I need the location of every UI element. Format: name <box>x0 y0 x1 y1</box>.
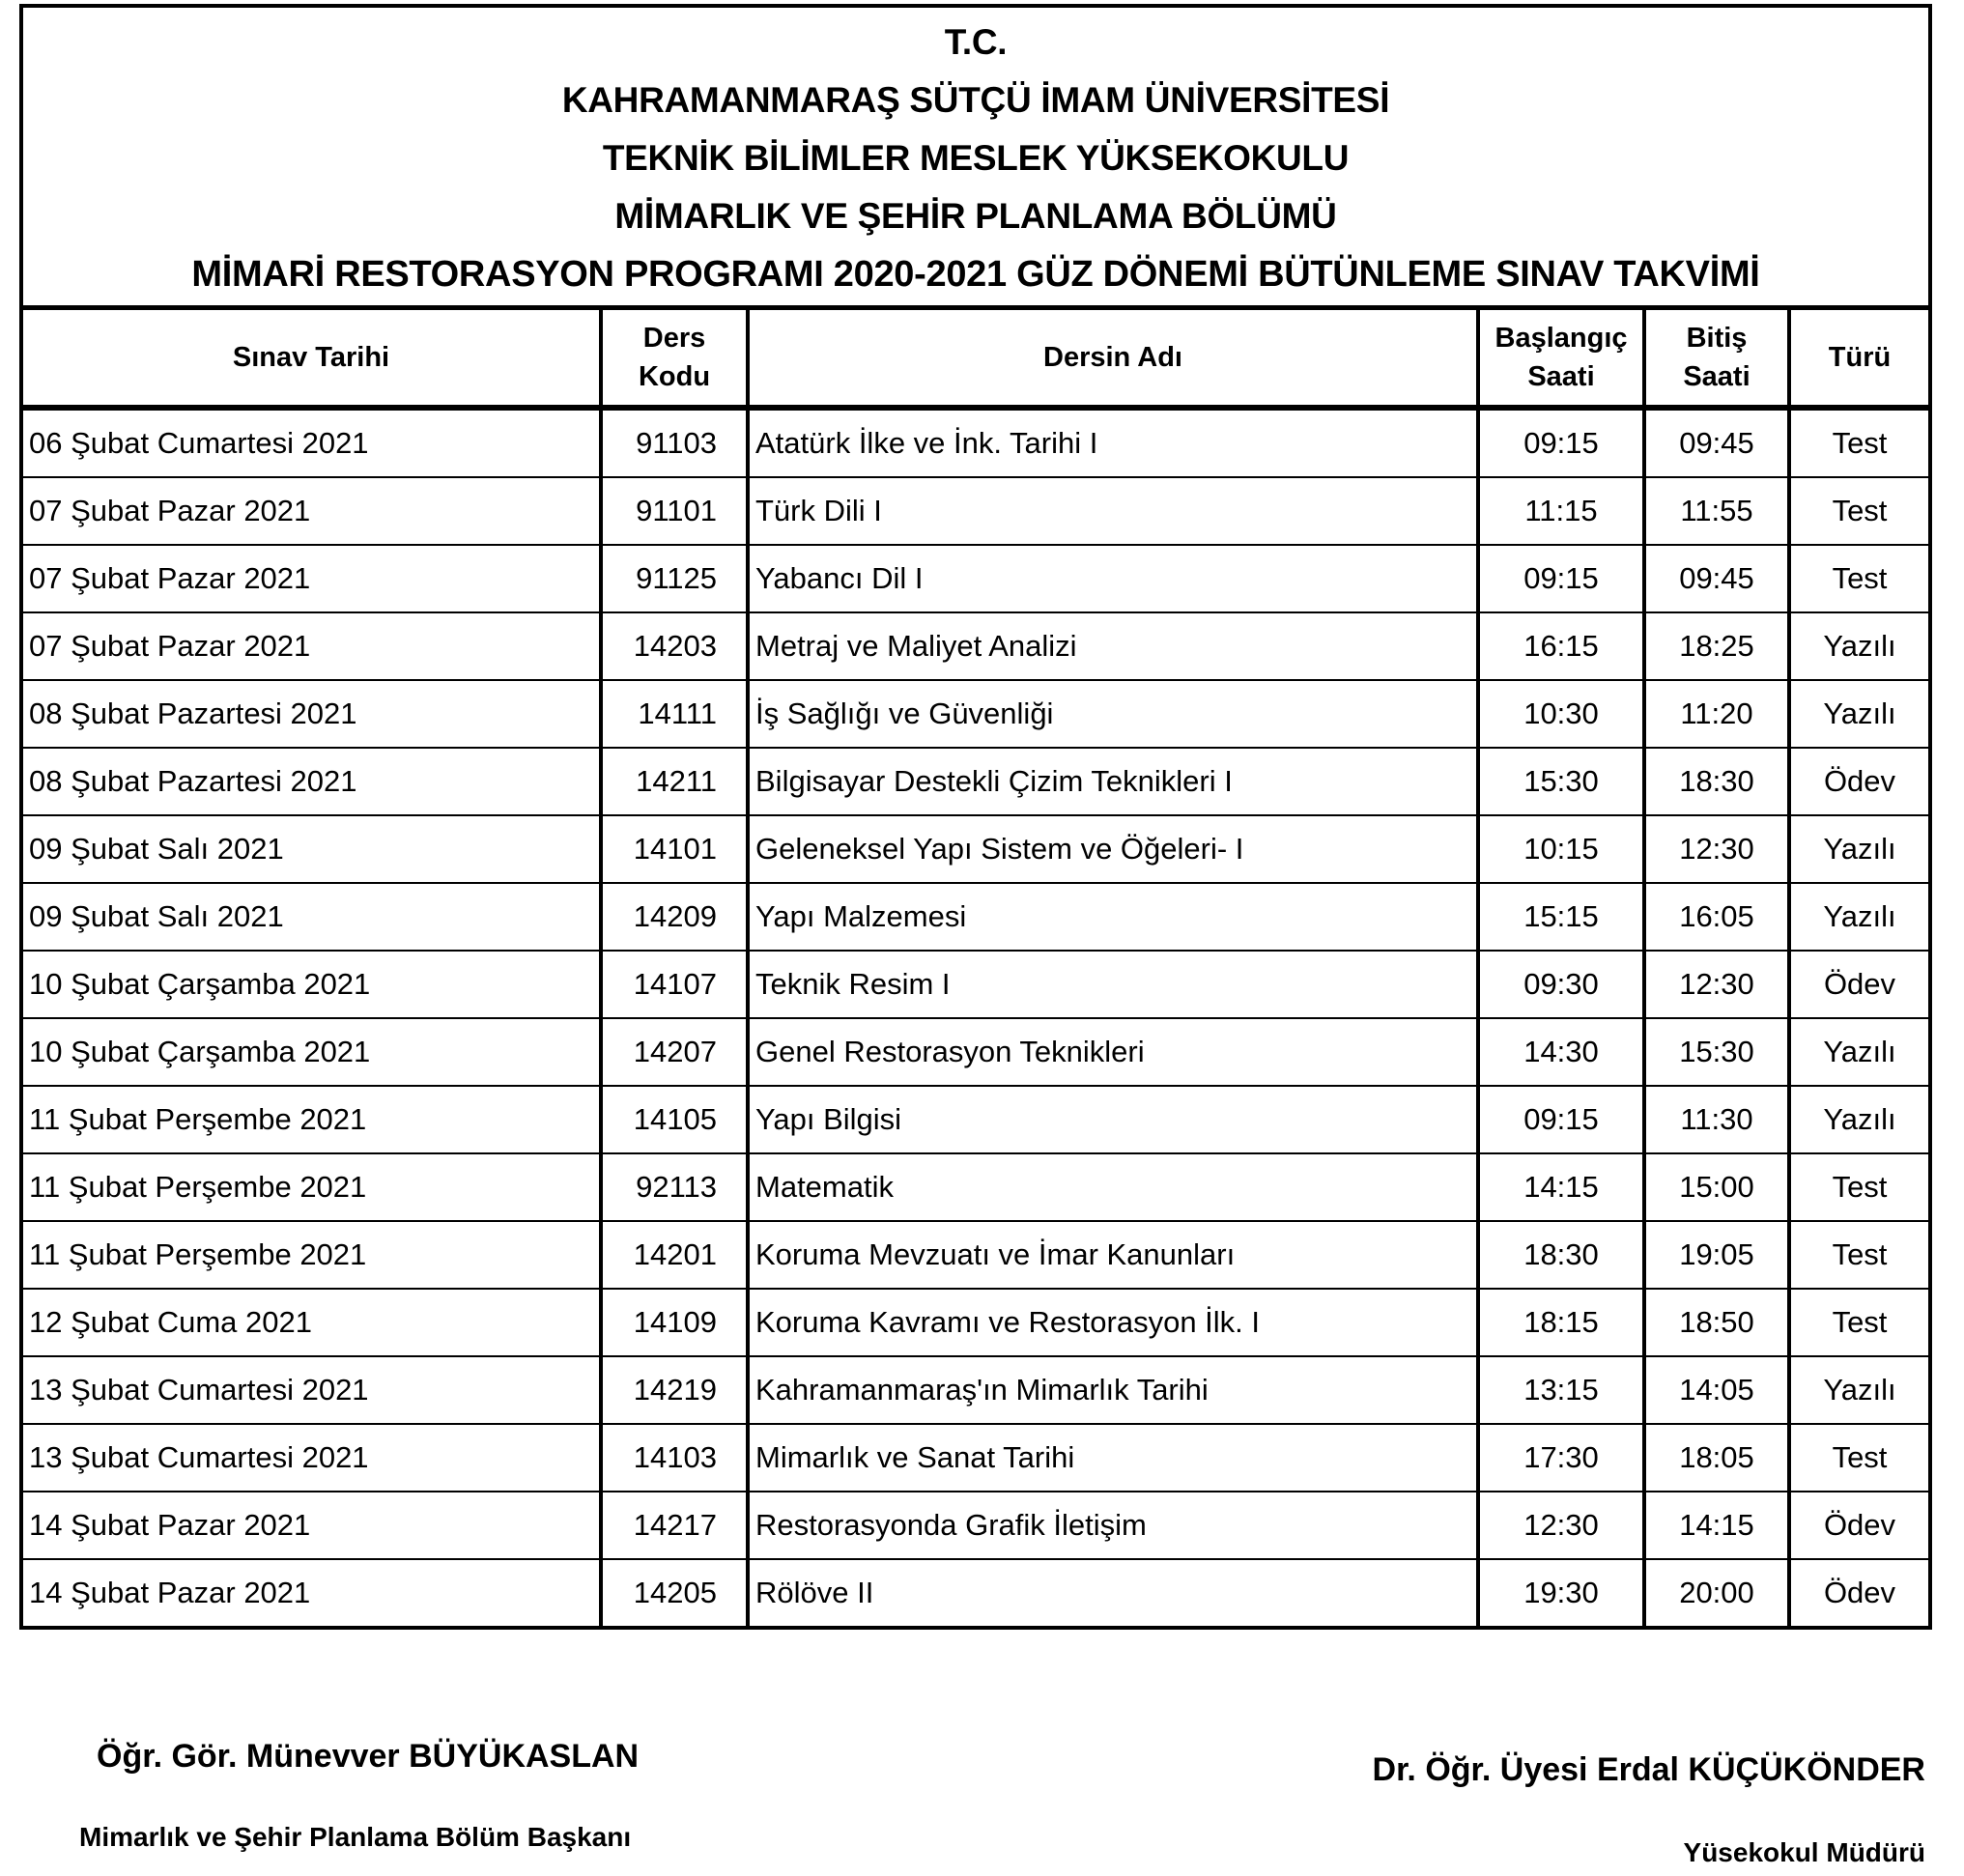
end-time-cell: 09:45 <box>1644 408 1789 477</box>
course-code-cell: 14107 <box>601 951 748 1018</box>
course-name-cell: Koruma Mevzuatı ve İmar Kanunları <box>748 1221 1478 1289</box>
exam-type-cell: Yazılı <box>1789 1356 1928 1424</box>
course-code-cell: 14211 <box>601 748 748 815</box>
end-time-cell: 15:30 <box>1644 1018 1789 1086</box>
exam-date-cell: 09 Şubat Salı 2021 <box>23 883 601 951</box>
course-code-cell: 14207 <box>601 1018 748 1086</box>
start-time-cell: 19:30 <box>1478 1559 1644 1626</box>
col-header-start: Başlangıç Saati <box>1478 310 1644 408</box>
course-name-cell: Metraj ve Maliyet Analizi <box>748 612 1478 680</box>
table-row <box>23 748 1928 815</box>
col-header-course: Dersin Adı <box>748 310 1478 408</box>
course-code-cell: 91101 <box>601 477 748 545</box>
start-time-cell: 15:15 <box>1478 883 1644 951</box>
exam-type-cell: Yazılı <box>1789 1086 1928 1153</box>
course-code-cell: 14101 <box>601 815 748 883</box>
table-row <box>23 477 1928 545</box>
header-line-school: TEKNİK BİLİMLER MESLEK YÜKSEKOKULU <box>602 138 1350 178</box>
exam-type-cell: Test <box>1789 1153 1928 1221</box>
exam-type-cell: Yazılı <box>1789 612 1928 680</box>
end-time-cell: 18:30 <box>1644 748 1789 815</box>
exam-date-cell: 07 Şubat Pazar 2021 <box>23 545 601 612</box>
course-code-cell: 14111 <box>601 680 748 748</box>
exam-type-cell: Test <box>1789 1221 1928 1289</box>
start-time-cell: 10:15 <box>1478 815 1644 883</box>
course-code-cell: 14205 <box>601 1559 748 1626</box>
exam-type-cell: Ödev <box>1789 951 1928 1018</box>
exam-type-cell: Test <box>1789 477 1928 545</box>
document-header <box>23 8 1928 310</box>
start-time-cell: 09:15 <box>1478 408 1644 477</box>
exam-date-cell: 07 Şubat Pazar 2021 <box>23 612 601 680</box>
course-name-cell: Rölöve II <box>748 1559 1478 1626</box>
course-name-cell: Atatürk İlke ve İnk. Tarihi I <box>748 408 1478 477</box>
table-row <box>23 1492 1928 1559</box>
exam-type-cell: Test <box>1789 1289 1928 1356</box>
end-time-cell: 16:05 <box>1644 883 1789 951</box>
end-time-cell: 12:30 <box>1644 815 1789 883</box>
course-code-cell: 91125 <box>601 545 748 612</box>
start-time-cell: 18:15 <box>1478 1289 1644 1356</box>
course-name-cell: Geleneksel Yapı Sistem ve Öğeleri- I <box>748 815 1478 883</box>
table-row <box>23 1424 1928 1492</box>
start-time-cell: 09:15 <box>1478 545 1644 612</box>
end-time-cell: 19:05 <box>1644 1221 1789 1289</box>
end-time-cell: 11:55 <box>1644 477 1789 545</box>
course-code-cell: 14203 <box>601 612 748 680</box>
table-row <box>23 680 1928 748</box>
exam-type-cell: Yazılı <box>1789 1018 1928 1086</box>
course-name-cell: Türk Dili I <box>748 477 1478 545</box>
end-time-cell: 14:15 <box>1644 1492 1789 1559</box>
exam-date-cell: 11 Şubat Perşembe 2021 <box>23 1086 601 1153</box>
exam-type-cell: Test <box>1789 545 1928 612</box>
end-time-cell: 18:25 <box>1644 612 1789 680</box>
table-row <box>23 545 1928 612</box>
exam-type-cell: Yazılı <box>1789 815 1928 883</box>
exam-type-cell: Test <box>1789 1424 1928 1492</box>
table-row <box>23 612 1928 680</box>
course-code-cell: 92113 <box>601 1153 748 1221</box>
course-code-cell: 14217 <box>601 1492 748 1559</box>
start-time-cell: 09:30 <box>1478 951 1644 1018</box>
exam-date-cell: 06 Şubat Cumartesi 2021 <box>23 408 601 477</box>
start-time-cell: 09:15 <box>1478 1086 1644 1153</box>
end-time-cell: 18:50 <box>1644 1289 1789 1356</box>
end-time-cell: 20:00 <box>1644 1559 1789 1626</box>
course-name-cell: Bilgisayar Destekli Çizim Teknikleri I <box>748 748 1478 815</box>
course-name-cell: Kahramanmaraş'ın Mimarlık Tarihi <box>748 1356 1478 1424</box>
table-row <box>23 815 1928 883</box>
course-name-cell: Mimarlık ve Sanat Tarihi <box>748 1424 1478 1492</box>
course-code-cell: 14201 <box>601 1221 748 1289</box>
col-header-code: Ders Kodu <box>601 310 748 408</box>
course-name-cell: Yapı Malzemesi <box>748 883 1478 951</box>
end-time-cell: 11:30 <box>1644 1086 1789 1153</box>
exam-date-cell: 11 Şubat Perşembe 2021 <box>23 1153 601 1221</box>
exam-date-cell: 08 Şubat Pazartesi 2021 <box>23 680 601 748</box>
course-name-cell: Koruma Kavramı ve Restorasyon İlk. I <box>748 1289 1478 1356</box>
exam-type-cell: Ödev <box>1789 748 1928 815</box>
exam-date-cell: 13 Şubat Cumartesi 2021 <box>23 1356 601 1424</box>
table-row <box>23 951 1928 1018</box>
exam-date-cell: 11 Şubat Perşembe 2021 <box>23 1221 601 1289</box>
course-code-cell: 14209 <box>601 883 748 951</box>
course-code-cell: 14109 <box>601 1289 748 1356</box>
end-time-cell: 11:20 <box>1644 680 1789 748</box>
table-row <box>23 408 1928 477</box>
exam-type-cell: Ödev <box>1789 1492 1928 1559</box>
exam-type-cell: Ödev <box>1823 1576 1896 1609</box>
header-line-university: KAHRAMANMARAŞ SÜTÇÜ İMAM ÜNİVERSİTESİ <box>561 80 1390 120</box>
col-header-date: Sınav Tarihi <box>23 310 601 408</box>
start-time-cell: 15:30 <box>1478 748 1644 815</box>
course-name-cell: Yabancı Dil I <box>748 545 1478 612</box>
table-header-row <box>23 310 1928 408</box>
exam-schedule-sheet <box>19 4 1932 1630</box>
exam-date-cell: 07 Şubat Pazar 2021 <box>23 477 601 545</box>
table-row <box>23 1018 1928 1086</box>
start-time-cell: 11:15 <box>1478 477 1644 545</box>
table-row <box>23 1289 1928 1356</box>
end-time-cell: 14:05 <box>1644 1356 1789 1424</box>
exam-date-cell: 08 Şubat Pazartesi 2021 <box>23 748 601 815</box>
start-time-cell: 12:30 <box>1478 1492 1644 1559</box>
signature-right-name: Dr. Öğr. Üyesi Erdal KÜÇÜKÖNDER <box>1372 1751 1925 1788</box>
course-name-cell: Teknik Resim I <box>748 951 1478 1018</box>
exam-date-cell: 10 Şubat Çarşamba 2021 <box>23 951 601 1018</box>
start-time-cell: 16:15 <box>1478 612 1644 680</box>
start-time-cell: 13:15 <box>1478 1356 1644 1424</box>
table-row <box>23 1221 1928 1289</box>
end-time-cell: 09:45 <box>1644 545 1789 612</box>
start-time-cell: 17:30 <box>1478 1424 1644 1492</box>
signature-left-name: Öğr. Gör. Münevver BÜYÜKASLAN <box>97 1738 640 1775</box>
exam-type-cell: Test <box>1789 408 1928 477</box>
header-line-department: MİMARLIK VE ŞEHİR PLANLAMA BÖLÜMÜ <box>614 196 1337 236</box>
course-name-cell: Genel Restorasyon Teknikleri <box>748 1018 1478 1086</box>
signature-right-title: Yüsekokul Müdürü <box>1683 1837 1925 1867</box>
exam-date-cell: 14 Şubat Pazar 2021 <box>23 1492 601 1559</box>
page-title: MİMARİ RESTORASYON PROGRAMI 2020-2021 GÜZ DÖNEMİ BÜTÜNLEME SINAV TAKVİMİ <box>191 254 1760 295</box>
col-header-type: Türü <box>1789 310 1928 408</box>
exam-type-cell: Yazılı <box>1789 680 1928 748</box>
col-header-end: Bitiş Saati <box>1644 310 1789 408</box>
table-row <box>23 1086 1928 1153</box>
start-time-cell: 18:30 <box>1478 1221 1644 1289</box>
course-name-cell: Matematik <box>748 1153 1478 1221</box>
table-row <box>23 1356 1928 1424</box>
exam-type-cell: Yazılı <box>1789 883 1928 951</box>
exam-date-cell: 14 Şubat Pazar 2021 <box>23 1559 601 1626</box>
exam-date-cell: 13 Şubat Cumartesi 2021 <box>23 1424 601 1492</box>
exam-date-cell: 09 Şubat Salı 2021 <box>23 815 601 883</box>
start-time-cell: 10:30 <box>1478 680 1644 748</box>
end-time-cell: 15:00 <box>1644 1153 1789 1221</box>
course-code-cell: 14105 <box>601 1086 748 1153</box>
course-name-cell: Restorasyonda Grafik İletişim <box>748 1492 1478 1559</box>
exam-date-cell: 10 Şubat Çarşamba 2021 <box>23 1018 601 1086</box>
signature-left-title: Mimarlık ve Şehir Planlama Bölüm Başkanı <box>79 1822 632 1852</box>
exam-date-cell: 12 Şubat Cuma 2021 <box>23 1289 601 1356</box>
course-name-cell: İş Sağlığı ve Güvenliği <box>748 680 1478 748</box>
table-row <box>23 1153 1928 1221</box>
course-code-cell: 91103 <box>601 408 748 477</box>
course-code-cell: 14103 <box>601 1424 748 1492</box>
end-time-cell: 18:05 <box>1644 1424 1789 1492</box>
table-row <box>23 1559 1928 1626</box>
course-name-cell: Yapı Bilgisi <box>748 1086 1478 1153</box>
start-time-cell: 14:15 <box>1478 1153 1644 1221</box>
table-row <box>23 883 1928 951</box>
header-line-country: T.C. <box>944 22 1008 62</box>
exam-table <box>23 310 1928 1626</box>
start-time-cell: 14:30 <box>1478 1018 1644 1086</box>
end-time-cell: 12:30 <box>1644 951 1789 1018</box>
course-code-cell: 14219 <box>601 1356 748 1424</box>
